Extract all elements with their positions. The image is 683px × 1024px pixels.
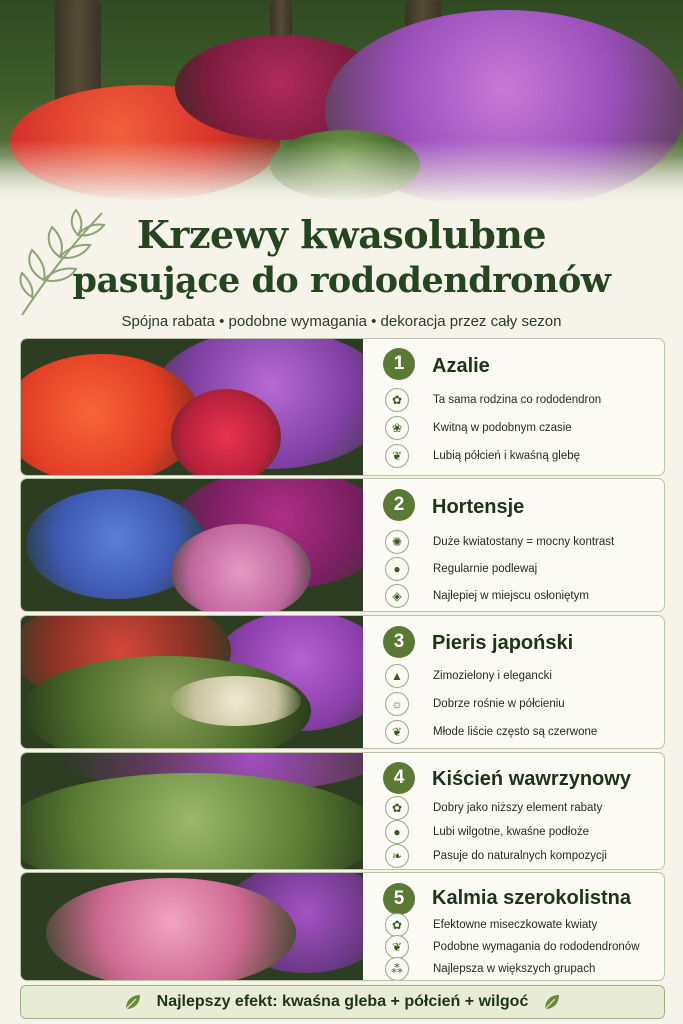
flower-icon: ✿ bbox=[385, 913, 409, 937]
plant-number-badge: 4 bbox=[383, 762, 415, 794]
feature-text: Regularnie podlewaj bbox=[433, 563, 538, 575]
feature-text: Podobne wymagania do rododendronów bbox=[433, 941, 640, 953]
leucothoe-photo bbox=[21, 753, 363, 869]
hydrangea-bloom-icon: ✺ bbox=[385, 530, 409, 554]
plant-number-badge: 3 bbox=[383, 626, 415, 658]
plant-card-kiscien bbox=[20, 752, 665, 870]
plant-card-pieris bbox=[20, 615, 665, 749]
leaf-icon bbox=[542, 992, 562, 1012]
plant-number-badge: 2 bbox=[383, 489, 415, 521]
hydrangea-photo bbox=[21, 479, 363, 611]
feature-text: Duże kwiatostany = mocny kontrast bbox=[433, 536, 615, 548]
plant-name: Pieris japoński bbox=[432, 632, 574, 654]
feature-item bbox=[385, 530, 614, 554]
feature-item bbox=[385, 935, 640, 959]
feature-text: Najlepiej w miejscu osłoniętym bbox=[433, 590, 589, 602]
azalea-photo bbox=[21, 339, 363, 475]
plant-name: Azalie bbox=[432, 355, 490, 377]
plant-card-kalmia bbox=[20, 872, 665, 981]
sun-shade-icon: ☼ bbox=[385, 692, 409, 716]
sprout-icon: ❧ bbox=[385, 844, 409, 868]
page-title: Krzewy kwasolubne bbox=[136, 212, 547, 257]
blossom-icon: ❀ bbox=[385, 416, 409, 440]
feature-item bbox=[385, 957, 595, 981]
leaf-icon bbox=[123, 992, 143, 1012]
feature-text: Lubią półcień i kwaśną glebę bbox=[433, 450, 581, 462]
evergreen-tree-icon: ▲ bbox=[385, 664, 409, 688]
feature-text: Dobry jako niższy element rabaty bbox=[433, 802, 603, 814]
feature-text: Młode liście często są czerwone bbox=[433, 726, 598, 738]
feature-item bbox=[385, 388, 601, 412]
feature-text: Najlepsza w większych grupach bbox=[433, 963, 596, 975]
page-subtitle: Spójna rabata • podobne wymagania • dekoracja przez cały sezon bbox=[121, 313, 562, 330]
plant-card-azalie bbox=[20, 338, 665, 476]
group-icon: ⁂ bbox=[385, 957, 409, 981]
feature-item bbox=[385, 720, 597, 744]
leaf-icon: ❦ bbox=[385, 444, 409, 468]
plant-name: Kalmia szerokolistna bbox=[432, 887, 631, 909]
pieris-photo bbox=[21, 616, 363, 748]
kalmia-photo bbox=[21, 873, 363, 980]
plant-icon: ✿ bbox=[385, 796, 409, 820]
feature-text: Zimozielony i elegancki bbox=[433, 670, 552, 682]
feature-item bbox=[385, 844, 607, 868]
footer-text: Najlepszy efekt: kwaśna gleba + półcień + wilgoć bbox=[156, 993, 529, 1010]
feature-text: Efektowne miseczkowate kwiaty bbox=[433, 919, 598, 931]
feature-item bbox=[385, 692, 565, 716]
feature-item bbox=[385, 444, 580, 468]
shield-icon: ◈ bbox=[385, 584, 409, 608]
feature-item bbox=[385, 557, 537, 581]
feature-item bbox=[385, 820, 589, 844]
plant-number-badge: 5 bbox=[383, 883, 415, 915]
plant-name: Kiścień wawrzynowy bbox=[432, 768, 631, 790]
feature-item bbox=[385, 913, 597, 937]
plant-name: Hortensje bbox=[432, 496, 525, 518]
feature-item bbox=[385, 796, 602, 820]
feature-text: Ta sama rodzina co rododendron bbox=[433, 394, 602, 406]
page-title-line2: pasujące do rododendronów bbox=[72, 260, 611, 301]
flower-cluster-icon: ✿ bbox=[385, 388, 409, 412]
young-leaf-icon: ❦ bbox=[385, 720, 409, 744]
leaf-icon: ❦ bbox=[385, 935, 409, 959]
feature-text: Lubi wilgotne, kwaśne podłoże bbox=[433, 826, 589, 838]
feature-item bbox=[385, 664, 552, 688]
garden-header-image bbox=[0, 0, 683, 210]
footer-banner bbox=[20, 985, 665, 1019]
feature-item bbox=[385, 416, 572, 440]
feature-text: Pasuje do naturalnych kompozycji bbox=[433, 850, 607, 862]
water-drop-icon: ● bbox=[385, 557, 409, 581]
feature-text: Dobrze rośnie w półcieniu bbox=[433, 698, 565, 710]
plant-card-hortensje bbox=[20, 478, 665, 612]
feature-text: Kwitną w podobnym czasie bbox=[433, 422, 572, 434]
feature-item bbox=[385, 584, 589, 608]
plant-number-badge: 1 bbox=[383, 348, 415, 380]
water-drop-icon: ● bbox=[385, 820, 409, 844]
